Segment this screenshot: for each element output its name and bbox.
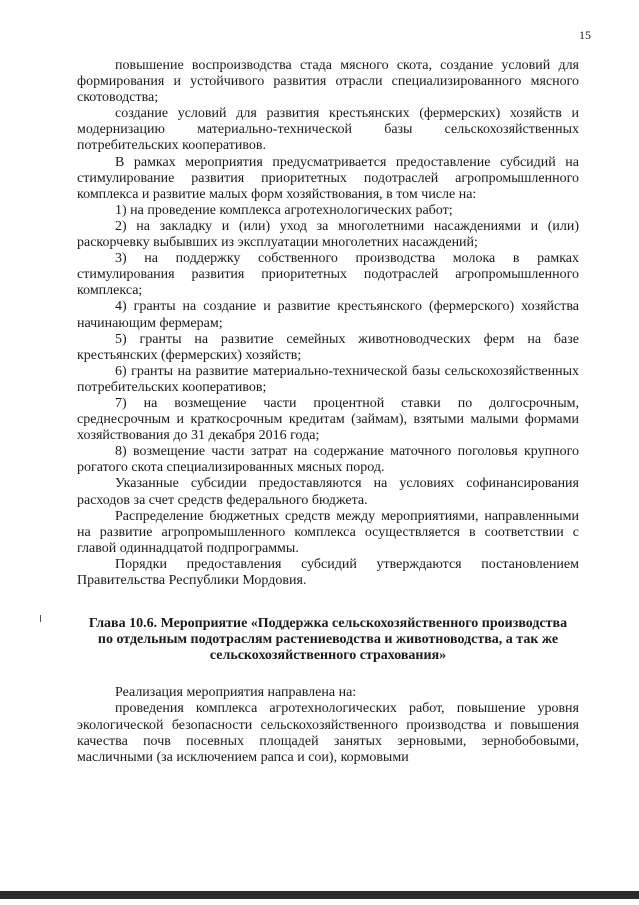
paragraph: Распределение бюджетных средств между мероприятиями, направленными на развитие агропромышленного комплекса осуществляется в соответствии с главой одиннадцатой подпрограммы. bbox=[77, 508, 579, 556]
scan-bottom-edge bbox=[0, 891, 639, 899]
section-gap bbox=[77, 589, 579, 616]
section-gap bbox=[77, 664, 579, 685]
paragraph: В рамках мероприятия предусматривается предоставление субсидий на стимулирование развития приоритетных подотраслей агропромышленного комплекса и развитие малых форм хозяйствования, в том числе на: bbox=[77, 154, 579, 202]
page-content bbox=[77, 58, 579, 766]
list-item: 2) на закладку и (или) уход за многолетними насаждениями и (или) раскорчевку выбывших из эксплуатации многолетних насаждений; bbox=[77, 218, 579, 251]
list-item: 8) возмещение части затрат на содержание маточного поголовья крупного рогатого скота специализированных мясных пород. bbox=[77, 444, 579, 476]
list-item: 3) на поддержку собственного производства молока в рамках стимулирования развития приоритетных подотраслей агропромышленного комплекса; bbox=[77, 251, 579, 299]
paragraph: Порядки предоставления субсидий утверждаются постановлением Правительства Республики Мордовия. bbox=[77, 556, 579, 588]
list-item: 4) гранты на создание и развитие крестьянского (фермерского) хозяйства начинающим фермерам; bbox=[77, 299, 579, 331]
list-item: 6) гранты на развитие материально-технической базы сельскохозяйственных потребительских кооперативов; bbox=[77, 363, 579, 395]
list-item: 5) гранты на развитие семейных животноводческих ферм на базе крестьянских (фермерских) хозяйств; bbox=[77, 331, 579, 363]
paragraph: проведения комплекса агротехнологических работ, повышение уровня экологической безопасности сельскохозяйственного производства и повышения качества почв посевных площадей занятых зерновыми, зернобобовыми, масличными (за исключением рапса и сои), кормовыми bbox=[77, 701, 579, 765]
paragraph: создание условий для развития крестьянских (фермерских) хозяйств и модернизацию материально-технической базы сельскохозяйственных потребительских кооперативов. bbox=[77, 106, 579, 154]
paragraph: повышение воспроизводства стада мясного скота, создание условий для формирования и устойчивого развития отрасли специализированного мясного скотоводства; bbox=[77, 58, 579, 106]
list-item: 1) на проведение комплекса агротехнологических работ; bbox=[115, 202, 453, 218]
scan-mark bbox=[40, 615, 41, 622]
list-item: 7) на возмещение части процентной ставки по долгосрочным, среднесрочным и краткосрочным кредитам (займам), взятыми малыми формами хозяйствования до 31 декабря 2016 года; bbox=[77, 395, 579, 444]
page-number: 15 bbox=[579, 28, 591, 42]
paragraph: Указанные субсидии предоставляются на условиях софинансирования расходов за счет средств федерального бюджета. bbox=[77, 476, 579, 508]
chapter-heading: Глава 10.6. Мероприятие «Поддержка сельскохозяйственного производства по отдельным подотраслям растениеводства и животноводства, а так же сельскохозяйственного страхования» bbox=[88, 616, 568, 664]
paragraph: Реализация мероприятия направлена на: bbox=[115, 685, 357, 701]
